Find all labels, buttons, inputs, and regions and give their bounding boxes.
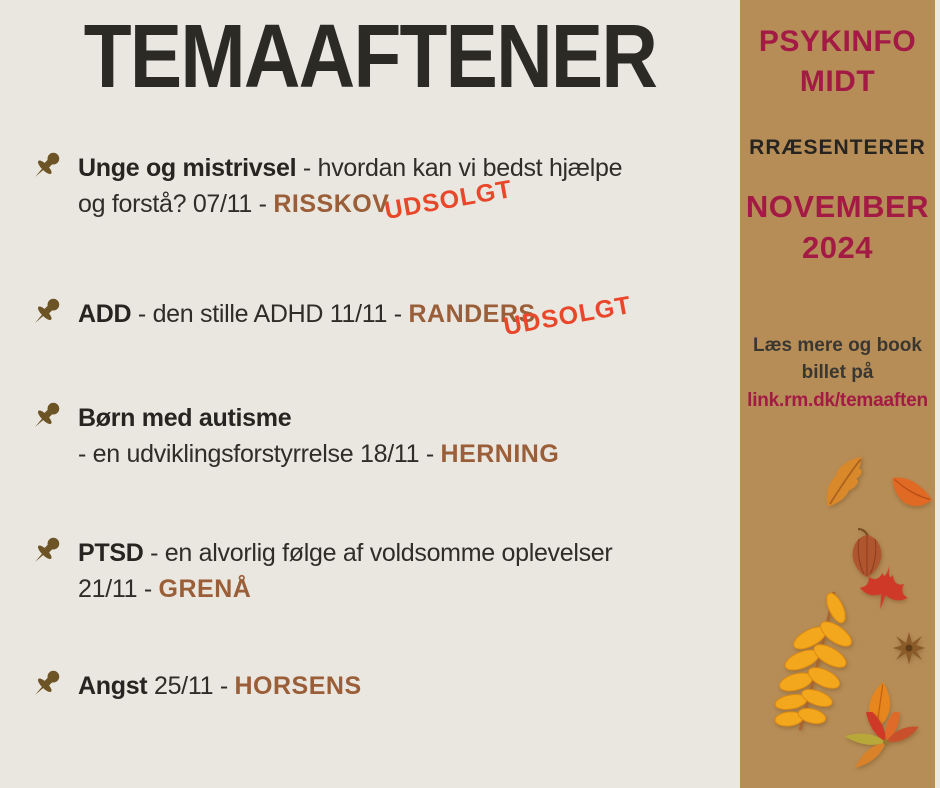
event-title: Børn med autisme <box>78 404 292 432</box>
oak-leaf-icon <box>809 449 884 518</box>
event-title: ADD <box>78 300 132 328</box>
event-text: og forstå? 07/11 - <box>78 190 274 218</box>
event-item-boern-med-autisme <box>30 400 559 472</box>
creeper-leaf-icon <box>826 712 940 788</box>
event-item-add <box>30 296 536 332</box>
event-city: GRENÅ <box>158 575 252 603</box>
month-line1: NOVEMBER <box>745 189 930 224</box>
event-title: PTSD <box>78 539 144 567</box>
presents-label: RRÆSENTERER <box>749 136 926 159</box>
brand-line2: MIDT <box>799 65 876 98</box>
brand-name <box>740 22 935 102</box>
event-text: - en udviklingsforstyrrelse 18/11 - <box>78 440 441 468</box>
event-city: RANDERS <box>408 300 536 328</box>
event-title: Unge og mistrivsel <box>78 154 297 182</box>
pushpin-icon <box>30 533 64 567</box>
page-title: TEMAAFTENER <box>83 7 657 107</box>
brand-line1: PSYKINFO <box>758 25 917 58</box>
cta-text <box>740 332 935 386</box>
star-anise-icon <box>890 630 928 666</box>
soldout-stamp: UDSOLGT <box>382 175 515 226</box>
pushpin-icon <box>30 294 64 328</box>
autumn-leaf-icon <box>881 470 939 523</box>
event-city: HERNING <box>440 440 560 468</box>
booking-link[interactable]: link.rm.dk/temaaften <box>747 390 928 411</box>
event-text: - hvordan kan vi bedst hjælpe <box>296 154 623 182</box>
event-item-unge-og-mistrivsel <box>30 150 622 222</box>
event-text: 21/11 - <box>78 575 159 603</box>
event-text: - en alvorlig følge af voldsomme oplevelser <box>143 539 613 567</box>
month-line2: 2024 <box>802 230 873 265</box>
event-city: HORSENS <box>234 672 362 700</box>
cta-line1: Læs mere og book <box>753 335 922 356</box>
event-title: Angst <box>78 672 148 700</box>
event-item-angst <box>30 668 362 704</box>
maple-leaf-icon <box>854 558 917 616</box>
sidebar <box>740 0 935 788</box>
event-item-ptsd <box>30 535 612 607</box>
event-text: 25/11 - <box>147 672 235 700</box>
cta-line2: billet på <box>801 362 874 383</box>
right-edge-strip <box>935 0 940 788</box>
month-label <box>740 186 935 268</box>
event-city: RISSKOV <box>273 190 390 218</box>
event-text: - den stille ADHD 11/11 - <box>131 300 409 328</box>
pushpin-icon <box>30 666 64 700</box>
pushpin-icon <box>30 148 64 182</box>
soldout-stamp: UDSOLGT <box>501 291 634 342</box>
pushpin-icon <box>30 398 64 432</box>
